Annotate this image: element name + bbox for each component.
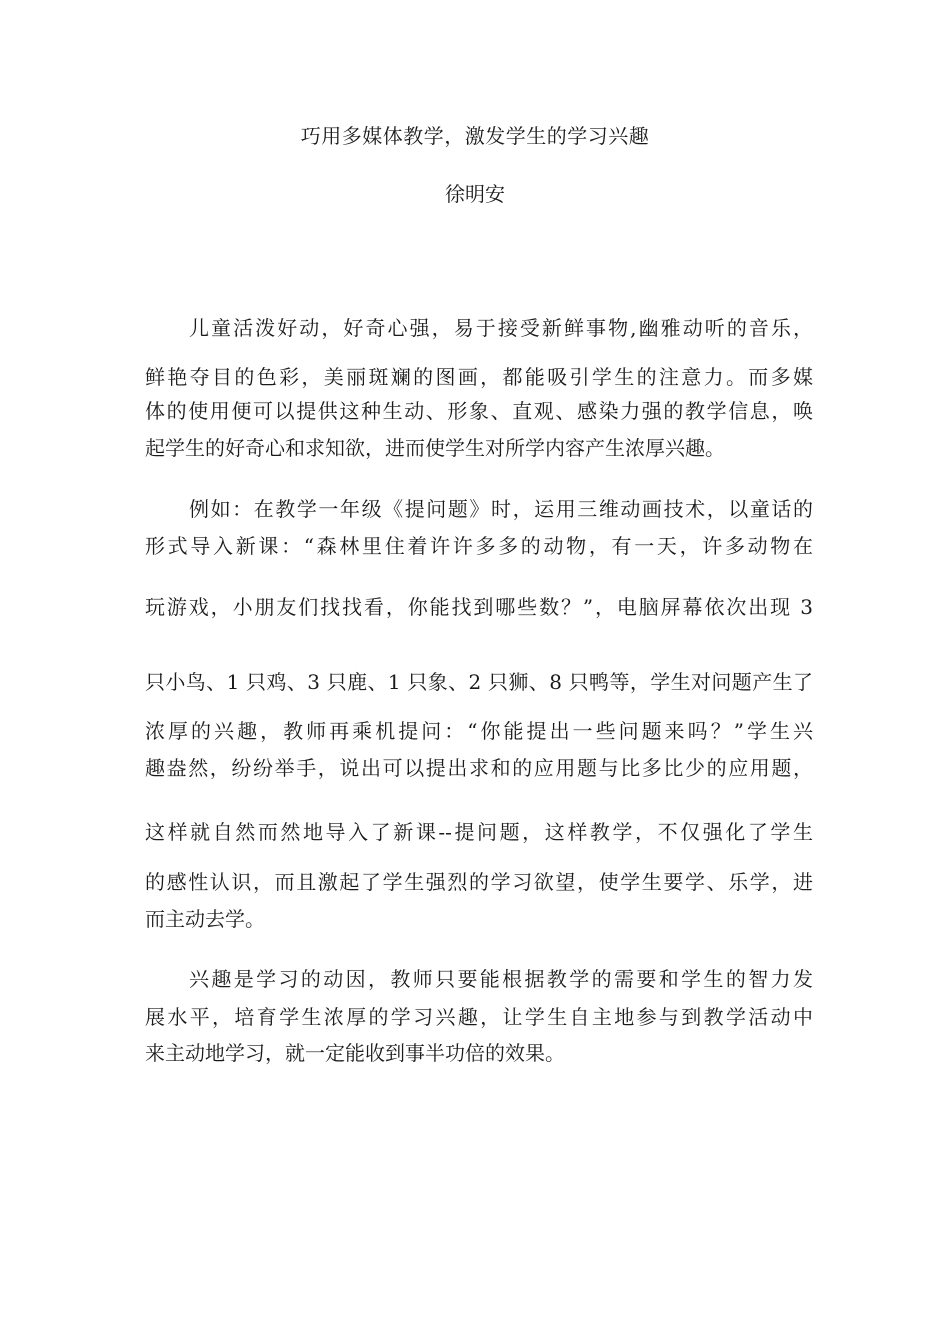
- paragraph-3-line-2: 展水平，培育学生浓厚的学习兴趣，让学生自主地参与到教学活动中: [145, 1005, 813, 1029]
- paragraph-2-line-6: 趣盎然，纷纷举手，说出可以提出求和的应用题与比多比少的应用题，: [145, 756, 813, 780]
- paragraph-1-line-4: 起学生的好奇心和求知欲，进而使学生对所学内容产生浓厚兴趣。: [145, 436, 725, 460]
- paragraph-2-line-3: 玩游戏，小朋友们找找看，你能找到哪些数？”，电脑屏幕依次出现 3: [145, 595, 813, 619]
- paragraph-2-line-2: 形式导入新课：“森林里住着许许多多的动物，有一天，许多动物在: [145, 534, 813, 558]
- document-author: 徐明安: [445, 182, 505, 206]
- paragraph-1-line-3: 体的使用便可以提供这种生动、形象、直观、感染力强的教学信息，唤: [145, 399, 813, 423]
- paragraph-2-line-7: 这样就自然而然地导入了新课--提问题，这样教学，不仅强化了学生: [145, 820, 813, 844]
- paragraph-3-line-3: 来主动地学习，就一定能收到事半功倍的效果。: [145, 1041, 565, 1065]
- paragraph-2-line-1: 例如：在教学一年级《提问题》时，运用三维动画技术，以童话的: [189, 497, 813, 521]
- paragraph-2-line-4: 只小鸟、1 只鸡、3 只鹿、1 只象、2 只狮、8 只鸭等，学生对问题产生了: [145, 670, 813, 694]
- document-title: 巧用多媒体教学，激发学生的学习兴趣: [300, 124, 650, 148]
- paragraph-3-line-1: 兴趣是学习的动因，教师只要能根据教学的需要和学生的智力发: [189, 967, 813, 991]
- paragraph-2-line-8: 的感性认识，而且激起了学生强烈的学习欲望，使学生要学、乐学，进: [145, 870, 813, 894]
- paragraph-1-line-2: 鲜艳夺目的色彩，美丽斑斓的图画，都能吸引学生的注意力。而多媒: [145, 365, 813, 389]
- paragraph-1-line-1: 儿童活泼好动，好奇心强，易于接受新鲜事物,幽雅动听的音乐，: [189, 316, 813, 340]
- paragraph-2-line-9: 而主动去学。: [145, 907, 265, 931]
- paragraph-2-line-5: 浓厚的兴趣，教师再乘机提问：“你能提出一些问题来吗？”学生兴: [145, 719, 813, 743]
